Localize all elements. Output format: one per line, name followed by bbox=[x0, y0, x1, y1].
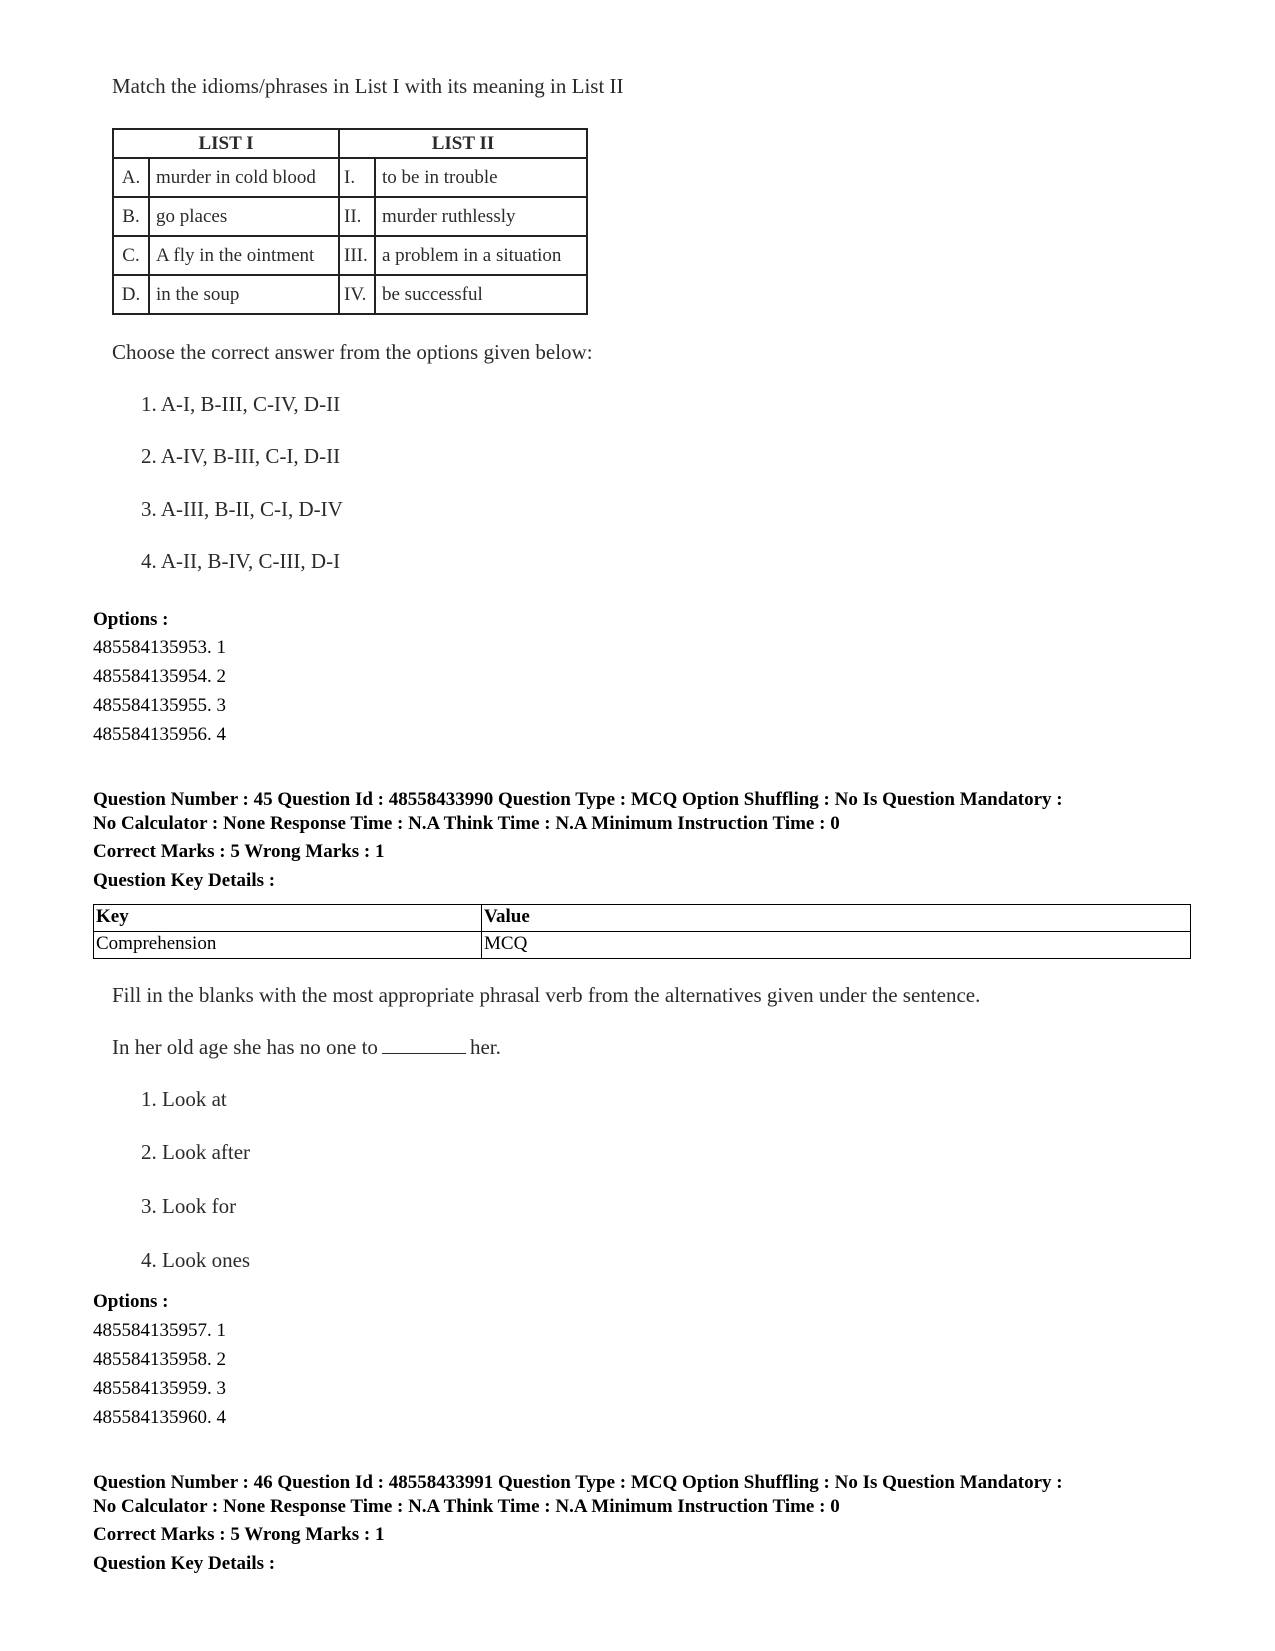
q44-choice-1: 1. A-I, B-III, C-IV, D-II bbox=[141, 392, 341, 416]
q45-choice-3: 3. Look for bbox=[141, 1194, 237, 1218]
q45-meta-line2: No Calculator : None Response Time : N.A Think Time : N.A Minimum Instruction Time : 0 bbox=[93, 813, 840, 834]
row-meaning: to be in trouble bbox=[375, 158, 587, 197]
q45-meta-line1: Question Number : 45 Question Id : 48558433990 Question Type : MCQ Option Shuffling : No Is Question Mandatory : bbox=[93, 789, 1063, 810]
row-letter: A. bbox=[113, 158, 149, 197]
value-header: Value bbox=[482, 905, 1191, 932]
row-meaning: a problem in a situation bbox=[375, 236, 587, 275]
row-roman: III. bbox=[339, 236, 375, 275]
q46-meta-line1: Question Number : 46 Question Id : 48558433991 Question Type : MCQ Option Shuffling : No Is Question Mandatory : bbox=[93, 1472, 1063, 1493]
row-letter: B. bbox=[113, 197, 149, 236]
q45-option-3: 485584135959. 3 bbox=[93, 1378, 226, 1399]
q45-option-1: 485584135957. 1 bbox=[93, 1320, 226, 1341]
table-row bbox=[113, 275, 587, 314]
q44-option-3: 485584135955. 3 bbox=[93, 695, 226, 716]
table-row bbox=[94, 905, 1191, 932]
table-row bbox=[94, 932, 1191, 959]
q44-choice-2: 2. A-IV, B-III, C-I, D-II bbox=[141, 444, 341, 468]
q46-key-details-label: Question Key Details : bbox=[93, 1553, 276, 1574]
row-phrase: A fly in the ointment bbox=[149, 236, 339, 275]
key-cell: Comprehension bbox=[94, 932, 482, 959]
row-roman: II. bbox=[339, 197, 375, 236]
q44-choose-instruction: Choose the correct answer from the options given below: bbox=[112, 340, 593, 364]
value-cell: MCQ bbox=[482, 932, 1191, 959]
row-roman: I. bbox=[339, 158, 375, 197]
q44-choice-4: 4. A-II, B-IV, C-III, D-I bbox=[141, 549, 341, 573]
sentence-before: In her old age she has no one to bbox=[112, 1035, 378, 1059]
match-table bbox=[112, 128, 588, 315]
row-meaning: be successful bbox=[375, 275, 587, 314]
key-header: Key bbox=[94, 905, 482, 932]
row-roman: IV. bbox=[339, 275, 375, 314]
table-row bbox=[113, 197, 587, 236]
q45-prompt: Fill in the blanks with the most appropriate phrasal verb from the alternatives given under the sentence. bbox=[112, 983, 981, 1007]
q44-choice-3: 3. A-III, B-II, C-I, D-IV bbox=[141, 497, 343, 521]
list2-header: LIST II bbox=[339, 129, 587, 158]
q44-prompt: Match the idioms/phrases in List I with its meaning in List II bbox=[112, 74, 624, 98]
q45-choice-2: 2. Look after bbox=[141, 1140, 251, 1164]
list1-header: LIST I bbox=[113, 129, 339, 158]
q45-sentence bbox=[112, 1035, 501, 1060]
row-letter: D. bbox=[113, 275, 149, 314]
blank-line bbox=[382, 1053, 466, 1054]
table-row bbox=[113, 236, 587, 275]
q45-options-label: Options : bbox=[93, 1291, 169, 1312]
row-letter: C. bbox=[113, 236, 149, 275]
q45-key-details-label: Question Key Details : bbox=[93, 870, 276, 891]
table-row bbox=[113, 158, 587, 197]
q45-option-4: 485584135960. 4 bbox=[93, 1407, 226, 1428]
row-phrase: in the soup bbox=[149, 275, 339, 314]
row-phrase: murder in cold blood bbox=[149, 158, 339, 197]
match-table-header bbox=[113, 129, 587, 158]
row-meaning: murder ruthlessly bbox=[375, 197, 587, 236]
q44-option-4: 485584135956. 4 bbox=[93, 724, 226, 745]
q44-options-label: Options : bbox=[93, 609, 169, 630]
key-details-table bbox=[93, 904, 1191, 959]
q45-choice-4: 4. Look ones bbox=[141, 1248, 251, 1272]
q44-option-1: 485584135953. 1 bbox=[93, 637, 226, 658]
q46-meta-line2: No Calculator : None Response Time : N.A Think Time : N.A Minimum Instruction Time : 0 bbox=[93, 1496, 840, 1517]
q45-option-2: 485584135958. 2 bbox=[93, 1349, 226, 1370]
q46-marks: Correct Marks : 5 Wrong Marks : 1 bbox=[93, 1524, 385, 1545]
q45-choice-1: 1. Look at bbox=[141, 1087, 227, 1111]
row-phrase: go places bbox=[149, 197, 339, 236]
q45-marks: Correct Marks : 5 Wrong Marks : 1 bbox=[93, 841, 385, 862]
q44-option-2: 485584135954. 2 bbox=[93, 666, 226, 687]
sentence-after: her. bbox=[469, 1035, 501, 1059]
